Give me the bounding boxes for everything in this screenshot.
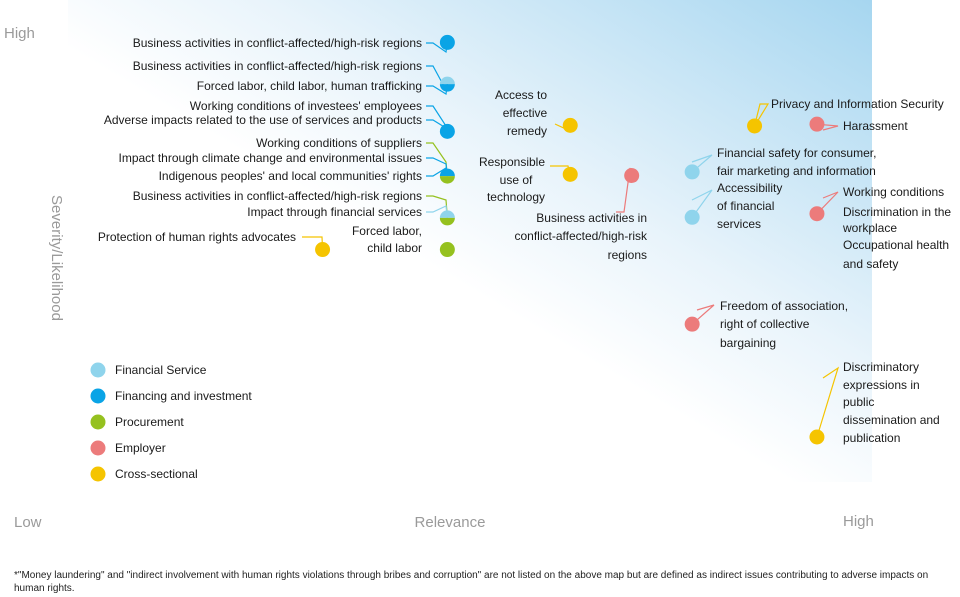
point-label: dissemination and	[843, 413, 940, 427]
point-label: Working conditions of investees' employees	[189, 99, 422, 113]
point-label: Adverse impacts related to the use of services and products	[103, 113, 422, 127]
legend-swatch	[91, 415, 106, 430]
point-label: Impact through financial services	[247, 205, 422, 219]
point-label: right of collective	[720, 317, 810, 331]
point-label: Responsible	[478, 155, 546, 169]
point-label: Freedom of association,	[720, 299, 849, 313]
data-point	[685, 164, 700, 179]
x-axis-low-label: Low	[14, 514, 42, 531]
data-point	[747, 118, 762, 133]
footnote: *"Money laundering" and "indirect involvement with human rights violations through bribes and corruption" are not listed on the above map but are defined as indirect issues contributing to adverse impacts on human rights.	[14, 570, 929, 594]
x-axis-high-label: High	[843, 513, 874, 530]
point-label: child labor	[367, 241, 422, 255]
data-point	[563, 118, 578, 133]
data-point-split	[440, 77, 455, 92]
point-label: bargaining	[720, 336, 777, 350]
point-label: conflict-affected/high-risk	[514, 229, 647, 243]
point-label: Privacy and Information Security	[771, 97, 944, 111]
point-label: Forced labor,	[351, 224, 422, 238]
legend-label: Financing and investment	[115, 389, 252, 403]
data-point	[809, 206, 824, 221]
point-label: Working conditions	[843, 185, 945, 199]
point-label: public	[843, 395, 875, 409]
legend-label: Cross-sectional	[115, 467, 198, 481]
data-point-split	[440, 210, 455, 225]
data-point	[685, 317, 700, 332]
point-label: Access to	[494, 88, 548, 102]
point-label: Financial safety for consumer,	[717, 146, 877, 160]
data-point	[685, 210, 700, 225]
point-label: Business activities in conflict-affected/high-risk regions	[132, 59, 422, 73]
legend-label: Financial Service	[115, 363, 207, 377]
point-label: and safety	[843, 257, 899, 271]
point-label: Occupational health	[843, 238, 950, 252]
legend-swatch	[91, 363, 106, 378]
point-label: Business activities in conflict-affected/high-risk regions	[132, 36, 422, 50]
legend-label: Procurement	[115, 415, 184, 429]
point-label: workplace	[843, 221, 898, 235]
y-axis-title: Severity/Likelihood	[48, 195, 65, 321]
point-label: services	[717, 217, 762, 231]
point-label: Impact through climate change and environmental issues	[118, 151, 422, 165]
point-label: Business activities in	[536, 211, 647, 225]
data-point	[440, 35, 455, 50]
data-point	[315, 242, 330, 257]
legend-swatch	[91, 389, 106, 404]
point-label: use of	[499, 173, 533, 187]
point-label: Indigenous peoples' and local communities' rights	[158, 169, 422, 183]
legend-label: Employer	[115, 441, 166, 455]
point-label: Protection of human rights advocates	[97, 230, 296, 244]
point-label: publication	[843, 431, 901, 445]
data-point	[809, 117, 824, 132]
point-label: fair marketing and information	[717, 164, 876, 178]
data-point	[563, 167, 578, 182]
legend-swatch	[91, 441, 106, 456]
point-label: Discriminatory	[843, 360, 920, 374]
point-label: regions	[607, 248, 647, 262]
data-point	[440, 124, 455, 139]
point-label: expressions in	[843, 378, 920, 392]
point-label: of financial	[717, 199, 775, 213]
point-label: remedy	[506, 124, 548, 138]
data-point-split	[440, 169, 455, 184]
data-point	[440, 242, 455, 257]
data-point	[809, 430, 824, 445]
point-label: technology	[486, 190, 546, 204]
x-axis-title: Relevance	[414, 514, 486, 531]
point-label: Discrimination in the	[843, 205, 952, 219]
point-label: Forced labor, child labor, human trafficking	[196, 79, 422, 93]
point-label: Business activities in conflict-affected/high-risk regions	[132, 189, 422, 203]
point-label: effective	[502, 106, 548, 120]
point-label: Working conditions of suppliers	[256, 136, 422, 150]
point-label: Harassment	[843, 119, 908, 133]
legend-swatch	[91, 467, 106, 482]
data-point	[624, 168, 639, 183]
y-axis-high-label: High	[4, 25, 35, 42]
point-label: Accessibility	[717, 181, 783, 195]
